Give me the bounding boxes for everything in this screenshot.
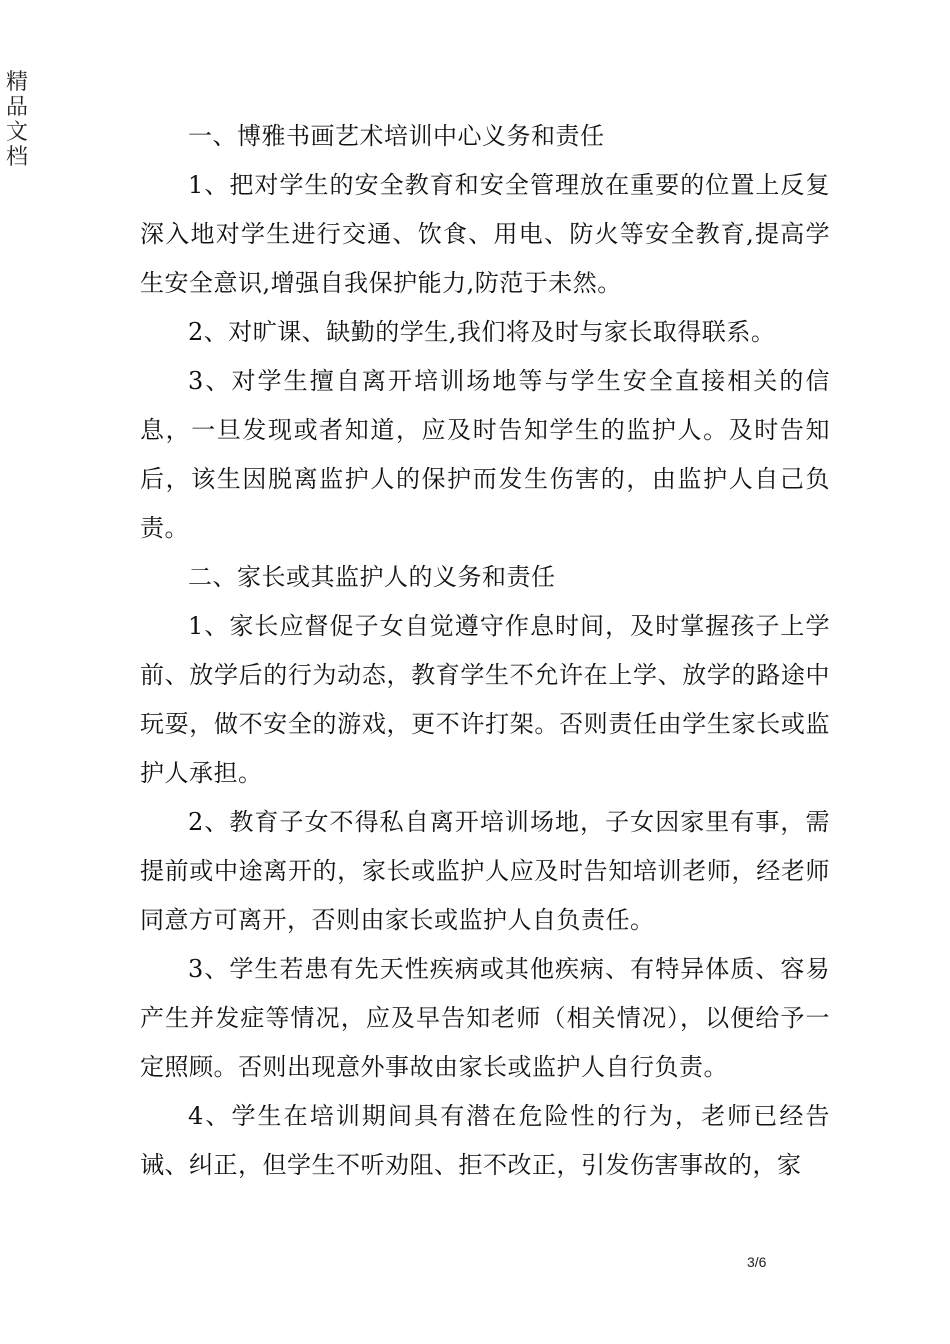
document-body xyxy=(140,112,830,1190)
paragraph-1-2: 2、对旷课、缺勤的学生,我们将及时与家长取得联系。 xyxy=(188,318,776,346)
paragraph-2-2: 2、教育子女不得私自离开培训场地，子女因家里有事，需提前或中途离开的，家长或监护人应及时告知培训老师，经老师同意方可离开，否则由家长或监护人自负责任。 xyxy=(140,808,830,934)
watermark-text: 精品文档 xyxy=(6,70,29,170)
section-heading-2: 二、家长或其监护人的义务和责任 xyxy=(188,563,556,591)
paragraph-2-1: 1、家长应督促子女自觉遵守作息时间，及时掌握孩子上学前、放学后的行为动态，教育学生不允许在上学、放学的路途中玩耍，做不安全的游戏，更不许打架。否则责任由学生家长或监护人承担。 xyxy=(140,612,830,787)
paragraph-1-3: 3、对学生擅自离开培训场地等与学生安全直接相关的信息，一旦发现或者知道，应及时告知学生的监护人。及时告知后，该生因脱离监护人的保护而发生伤害的，由监护人自己负责。 xyxy=(140,367,830,542)
paragraph-2-4: 4、学生在培训期间具有潜在危险性的行为，老师已经告诫、纠正，但学生不听劝阻、拒不改正，引发伤害事故的，家 xyxy=(140,1102,830,1179)
paragraph-1-1: 1、把对学生的安全教育和安全管理放在重要的位置上反复深入地对学生进行交通、饮食、用电、防火等安全教育,提高学生安全意识,增强自我保护能力,防范于未然。 xyxy=(140,171,830,297)
section-heading-1: 一、博雅书画艺术培训中心义务和责任 xyxy=(188,122,605,150)
page-number: 3/6 xyxy=(747,1254,767,1270)
paragraph-2-3: 3、学生若患有先天性疾病或其他疾病、有特异体质、容易产生并发症等情况，应及早告知老师（相关情况），以便给予一定照顾。否则出现意外事故由家长或监护人自行负责。 xyxy=(140,955,830,1081)
